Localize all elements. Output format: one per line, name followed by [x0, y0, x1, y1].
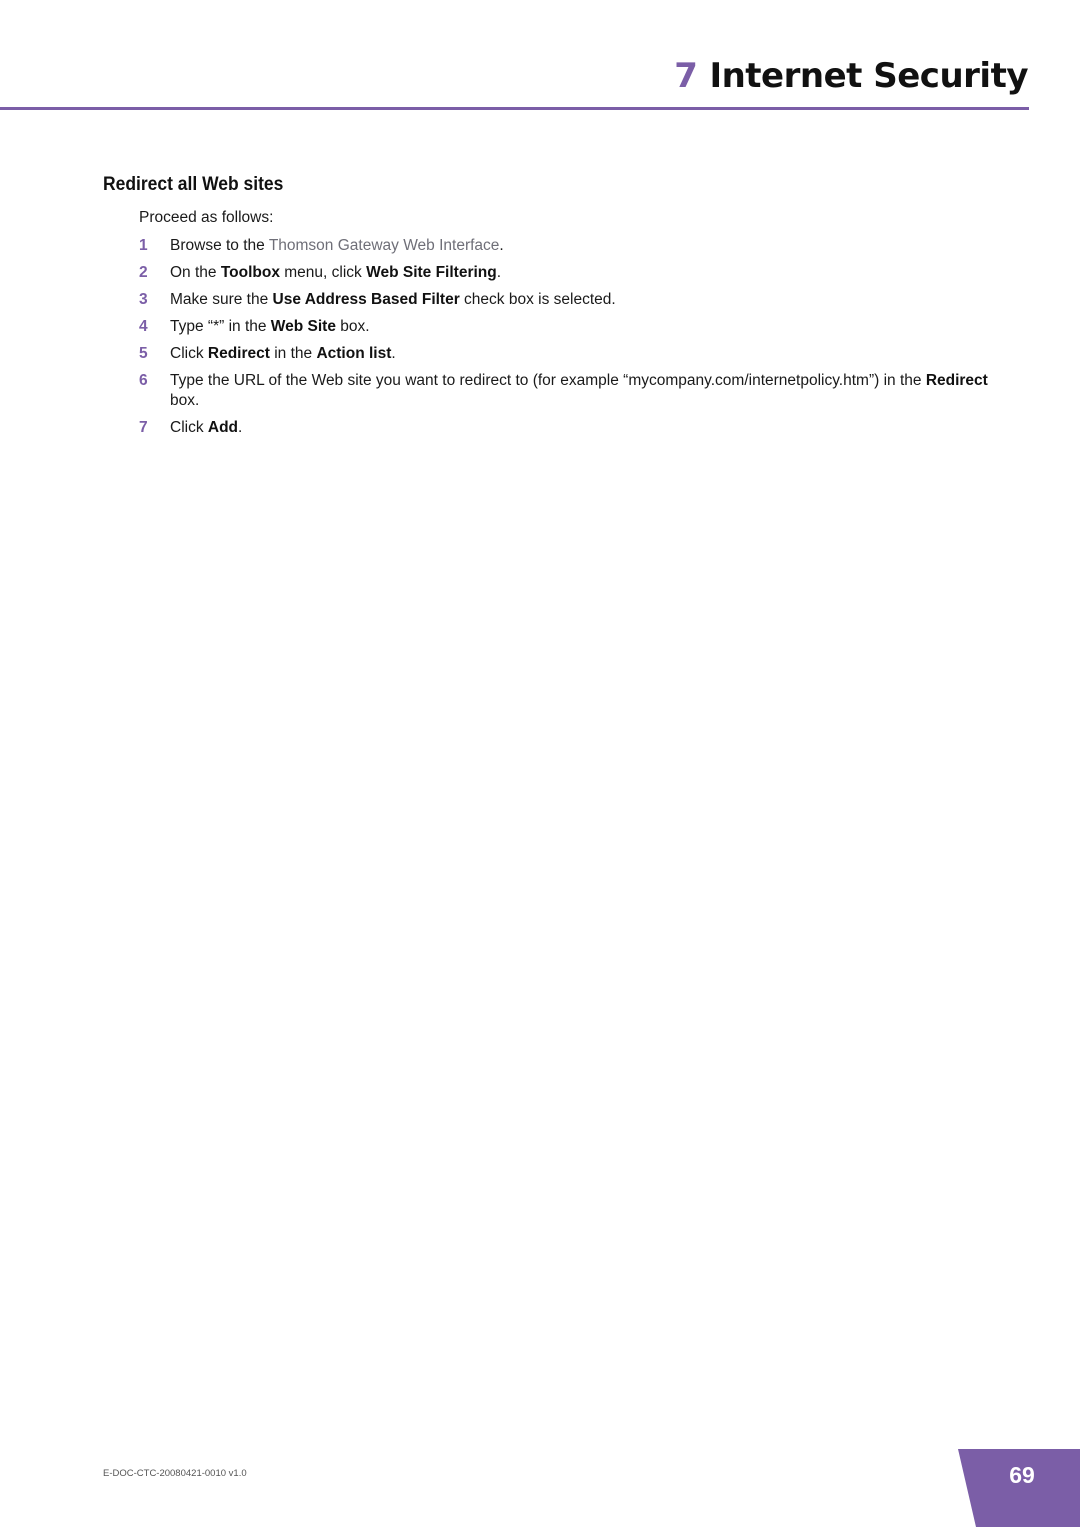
step-number: 5 — [139, 345, 148, 362]
step-text: menu, click — [279, 264, 367, 281]
step-text: . — [496, 264, 502, 281]
step-2 — [139, 263, 989, 283]
step-text: Make sure the — [170, 291, 273, 308]
web-interface-link[interactable]: Thomson Gateway Web Interface — [268, 237, 500, 254]
ui-term: Redirect — [207, 345, 270, 362]
ui-term: Web Site — [270, 318, 336, 335]
step-text: . — [499, 237, 504, 254]
step-number: 2 — [139, 264, 148, 281]
document-id: E-DOC-CTC-20080421-0010 v1.0 — [103, 1468, 247, 1479]
step-number: 3 — [139, 291, 148, 308]
chapter-header — [674, 56, 1028, 96]
ui-term: Toolbox — [220, 264, 280, 281]
ui-term: Use Address Based Filter — [272, 291, 460, 308]
step-text: On the — [170, 264, 221, 281]
ui-term: Web Site Filtering — [366, 264, 497, 281]
ui-term: Redirect — [925, 372, 988, 389]
intro-text: Proceed as follows: — [139, 209, 274, 226]
step-6 — [139, 371, 989, 411]
step-4 — [139, 317, 989, 337]
step-number: 6 — [139, 372, 148, 389]
ui-term: Action list — [316, 345, 392, 362]
ui-term: Add — [207, 419, 239, 436]
step-number: 7 — [139, 419, 148, 436]
step-text: Click — [170, 345, 208, 362]
step-number: 1 — [139, 237, 148, 254]
step-1 — [139, 236, 989, 256]
step-5 — [139, 344, 989, 364]
header-divider — [0, 107, 1029, 110]
step-text: Type “*” in the — [170, 318, 271, 335]
step-7 — [139, 418, 989, 438]
step-text: box. — [170, 392, 200, 409]
step-text: check box is selected. — [459, 291, 616, 308]
step-text: Click — [170, 419, 208, 436]
page-number: 69 — [1009, 1462, 1035, 1488]
step-3 — [139, 290, 989, 310]
steps-list — [139, 236, 989, 445]
section-heading: Redirect all Web sites — [103, 174, 284, 195]
step-text: Browse to the — [170, 237, 269, 254]
chapter-title: Internet Security — [709, 56, 1028, 96]
step-text: . — [391, 345, 396, 362]
step-text: in the — [269, 345, 317, 362]
chapter-number: 7 — [674, 56, 698, 96]
step-text: box. — [335, 318, 370, 335]
step-text: Type the URL of the Web site you want to redirect to (for example “mycompany.com/internetpolicy.htm”) in the — [170, 372, 926, 389]
step-text: . — [238, 419, 243, 436]
step-number: 4 — [139, 318, 148, 335]
